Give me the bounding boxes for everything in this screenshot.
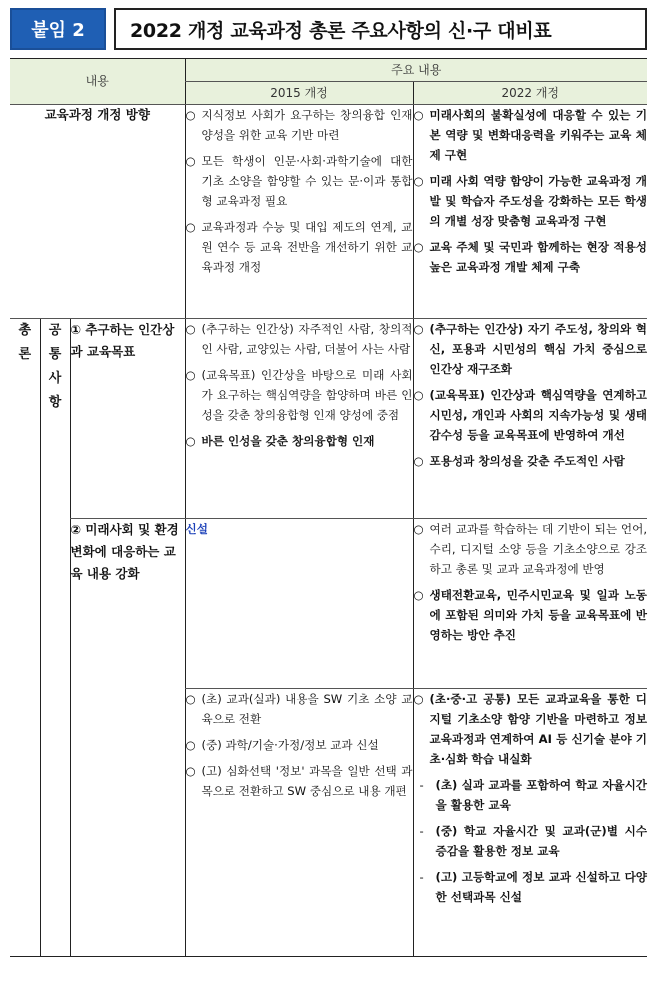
page-title: 2022 개정 교육과정 총론 주요사항의 신·구 대비표	[114, 8, 647, 50]
list-item: ○ 미래사회의 불확실성에 대응할 수 있는 기본 역량 및 변화대응력을 키워주는 교육 체제 구현	[413, 108, 648, 162]
list-item: ○ 미래 사회 역량 함양이 가능한 교육과정 개발 및 학습자 주도성을 강화하는 모든 학생의 개별 성장 맞춤형 교육과정 구현	[413, 174, 648, 228]
future-2022	[413, 519, 647, 689]
sub-item: - (중) 학교 자율시간 및 교과(군)별 시수 증감을 활용한 정보 교육	[419, 824, 648, 858]
goal-2015	[185, 319, 413, 519]
sub-item: - (고) 고등학교에 정보 교과 신설하고 다양한 선택과목 신설	[419, 870, 648, 904]
title-bar	[10, 8, 647, 50]
list-item: ○ 바른 인성을 갖춘 창의융합형 인재	[185, 434, 375, 448]
list-item: ○ (교육목표) 인간상을 바탕으로 미래 사회가 요구하는 핵심역량을 함양하며 바른 인성을 갖춘 창의융합형 인재 양성에 중점	[185, 368, 413, 422]
row-label-goal: ① 추구하는 인간상과 교육목표	[70, 319, 185, 519]
list-item: ○ (중) 과학/기술·가정/정보 교과 신설	[185, 738, 379, 752]
goal-2022	[413, 319, 647, 519]
attachment-badge: 붙임 2	[10, 8, 106, 50]
direction-2022	[413, 105, 647, 319]
sub-item: - (초) 실과 교과를 포함하여 학교 자율시간을 활용한 교육	[419, 778, 648, 812]
new-tag: 신설	[185, 522, 208, 536]
header-2022: 2022 개정	[413, 82, 647, 105]
header-main: 주요 내용	[185, 59, 647, 82]
list-item: ○ (추구하는 인간상) 자주적인 사람, 창의적인 사람, 교양있는 사람, 더불어 사는 사람	[185, 322, 413, 356]
comparison-table	[10, 58, 647, 957]
direction-2015	[185, 105, 413, 319]
list-item: ○ 지식정보 사회가 요구하는 창의융합 인재 양성을 위한 교육 기반 마련	[185, 108, 413, 142]
list-item: ○ (고) 심화선택 '정보' 과목을 일반 선택 과목으로 전환하고 SW 중심으로 내용 개편	[185, 764, 413, 798]
row-label-direction: 교육과정 개정 방향	[10, 105, 185, 319]
list-item: ○ 여러 교과를 학습하는 데 기반이 되는 언어, 수리, 디지털 소양 등을 기초소양으로 강조하고 총론 및 교과 교육과정에 반영	[413, 522, 648, 576]
row-label-future: ② 미래사회 및 환경변화에 대응하는 교육 내용 강화	[70, 519, 185, 957]
list-item: ○ 교육과정과 수능 및 대입 제도의 연계, 교원 연수 등 교육 전반을 개선하기 위한 교육과정 개정	[185, 220, 413, 274]
vertical-label-common: 공 통 사 항	[40, 319, 70, 957]
list-item: ○ (교육목표) 인간상과 핵심역량을 연계하고 시민성, 개인과 사회의 지속가능성 및 생태 감수성 등을 교육목표에 반영하여 개선	[413, 388, 648, 442]
list-item: ○ 교육 주체 및 국민과 함께하는 현장 적용성 높은 교육과정 개발 체제 구축	[413, 240, 648, 274]
list-item: ○ 모든 학생이 인문·사회·과학기술에 대한 기초 소양을 함양할 수 있는 문·이과 통합형 교육과정 필요	[185, 154, 413, 208]
list-item: ○ (초) 교과(실과) 내용을 SW 기초 소양 교육으로 전환	[185, 692, 413, 726]
header-2015: 2015 개정	[185, 82, 413, 105]
future-2015	[185, 519, 413, 689]
future-sw-2015	[185, 689, 413, 957]
list-item: ○ 포용성과 창의성을 갖춘 주도적인 사람	[413, 454, 625, 468]
list-item: ○ (초·중·고 공통) 모든 교과교육을 통한 디지털 기초소양 함양 기반을 마련하고 정보교육과정과 연계하여 AI 등 신기술 분야 기초·심화 학습 내실화	[413, 692, 648, 766]
list-item: ○ 생태전환교육, 민주시민교육 및 일과 노동에 포함된 의미와 가치 등을 교육목표에 반영하는 방안 추진	[413, 588, 648, 642]
vertical-label-general: 총 론	[10, 319, 40, 957]
list-item: ○ (추구하는 인간상) 자기 주도성, 창의와 혁신, 포용과 시민성의 핵심 가치 중심으로 인간상 재구조화	[413, 322, 648, 376]
header-content: 내용	[10, 59, 185, 105]
future-sw-2022	[413, 689, 647, 957]
